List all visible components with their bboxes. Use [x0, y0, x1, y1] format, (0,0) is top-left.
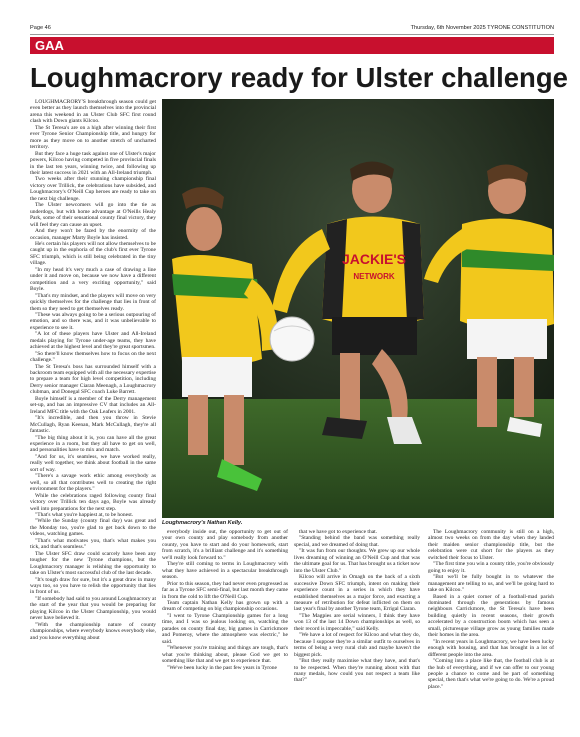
paragraph: But they face a huge task against one of Ulster's major powers, Kilcoo having competed in five provincial finals in the last ten years, winning twice, and following up their latest success in 2021 with an All-Ireland triumph. [30, 150, 156, 176]
paragraph: "It's incredible, and then you throw in Stevie McCullagh, Ryan Keenan, Mark McCullagh, they're all fantastic. [30, 415, 156, 435]
paragraph: Team captain Nathan Kelly has grown up with a dream of competing on big championship occasions. [162, 599, 288, 613]
paragraph: "That's my mindset, and the players will move on very quickly themselves for the challenge that lies in front of them so they need to get themselves ready. [30, 292, 156, 312]
gaa-match-illustration [162, 99, 554, 518]
paragraph: "And for us, it's seamless, we have worked really, really well together, we think about football in the same sort of way. [30, 453, 156, 473]
page-number: Page 46 [30, 25, 51, 31]
paragraph: "While the Sunday (county final day) was great and the Monday too, you're glad to get back down to the videos, watching games. [30, 518, 156, 538]
paragraph: "But we'll be fully bought in to whatever the management are telling to us, and we'll be going hard to take on Kilcoo." [428, 574, 554, 594]
paragraph: The Ulster SFC draw could scarcely have been any tougher for the new Tyrone champions, but the Loughmacrory manager is relishing the opportunity to take on Ulster's most successful club of the last decade. [30, 550, 156, 577]
paragraph: "But they really maximise what they have, and that's to be respected. When they're running about with that many medals, how could you not respect a team like that?" [294, 658, 420, 684]
photo-caption: Loughmacrory's Nathan Kelly. [162, 520, 243, 526]
paragraph: They're still coming to terms in Loughmacrory with what they have achieved in a spectacular breakthrough season. [162, 561, 288, 581]
football-icon [270, 317, 314, 361]
paragraph: The Ulster newcomers will go into the tie as underdogs, but with home advantage at O'Neills Healy Park, some of their sensational county final victory, they will feel they can cause an upset. [30, 202, 156, 228]
section-bar [30, 37, 554, 54]
paragraph: The Loughmacrory community is still on a high, almost two weeks on from the day when they landed their maiden senior championship title, but the celebration were cut short for the players as they switched their focus to Ulster. [428, 529, 554, 561]
paragraph: LOUGHMACRORY'S breakthrough season could get even better as they launch themselves into the provincial arena this weekend in an Ulster Club SFC first round clash with Down giants Kilcoo. [30, 99, 156, 125]
paragraph: "If somebody had said to you around Loughmacrory at the start of the year that you would be preparing for playing Kilcoo in the Ulster Championship, you would never have believed it. [30, 595, 156, 622]
paragraph: "These was always going to be a serious outpouring of emotion, and so there was, and it was unbelievable to experience to see it. [30, 311, 156, 331]
paragraph: "With the championship nature of county championships, where everybody knows everybody else, and you know everything about [30, 621, 156, 641]
paragraph: "The first time you win a county title, you're obviously going to enjoy it. [428, 561, 554, 574]
paragraph: Based in a quiet corner of a football-mad parish dominated through the generations by famous neighbours Carrickmore, the St Teresa's have been building quietly in recent seasons, their growth accelerated by a construction boom which has seen a small, picturesque village grow as young families made their homes in the area. [428, 593, 554, 639]
paragraph: While the celebrations raged following county final victory over Trillick ten days ago, Boyle was already well into preparations for the next step. [30, 492, 156, 512]
paragraph: "We have a lot of respect for Kilcoo and what they do, because I suppose they're a similar outfit to ourselves in terms of being a very rural club and maybe haven't the biggest pick. [294, 632, 420, 658]
paragraph: Prior to this season, they had never even progressed as far as a Tyrone SFC semi-final, but last month they came in from the cold to lift the O'Neill Cup. [162, 580, 288, 600]
article-column-3 [294, 529, 420, 684]
paragraph: "It's tough draw for sure, but it's a great draw in many ways too, so you have to relish the opportunity that lies in front of us. [30, 576, 156, 596]
paragraph: "It was fun from our thoughts. We grew up our whole lives dreaming of winning an O'Neill Cup and that was the ultimate goal for us. That has brought us a ticket now into the Ulster Club." [294, 548, 420, 574]
paragraph: "I went to Tyrone Championship games for a long time, and I was so jealous looking on, watching the parades on county final day, big games in Carrickmore and Pomeroy, where the atmosphere was electric," he said. [162, 612, 288, 645]
paragraph: "In recent years in Loughmacrory, we have been lucky enough with housing, and that has brought in a lot of different people into the area. [428, 638, 554, 658]
paragraph: "In my head it's very much a case of drawing a line under it and move on, because we now have a different competition and a very exciting opportunity," said Boyle. [30, 266, 156, 293]
paragraph: "Standing behind the band was something really special, and we dreamed of doing that. [294, 535, 420, 548]
paragraph: "So there'll know themselves how to focus on the next challenge." [30, 350, 156, 364]
article-photo [162, 99, 554, 518]
paragraph: "That's what you're happiest at, to be honest. [35, 512, 134, 518]
page-header [30, 24, 554, 34]
paragraph: "The big thing about it is, you can have all the great experience in a room, but they all have to get on well, and personalities have to mix and match. [30, 434, 156, 454]
paragraph: "A lot of these players have Ulster and All-Ireland medals playing for Tyrone under-age teams, they have achieved at the highest level and they're great sportsmen. [30, 331, 156, 351]
article-column-2 [162, 529, 288, 671]
shirt-sponsor-text: JACKIE'S [341, 251, 407, 267]
paragraph: "The Magpies are serial winners, I think they have won 13 of the last 14 Down championships as well, so their record is impeccable," said Kelly. [294, 612, 420, 632]
paragraph: He's certain his players will not allow themselves to be caught up in the euphoria of the club's first ever Tyrone SFC triumph, which is still being celebrated in the tiny village. [30, 240, 156, 267]
paragraph: Kilcoo will arrive in Omagh on the back of a sixth successive Down SFC triumph, intent on making their experience count in a series in which they have established themselves as a major force, and exacting a measure of retribution for defeat inflicted on them on last year's final by another Tyrone team, Errigal Ciaran. [294, 574, 420, 613]
paragraph: Two weeks after their stunning championship final victory over Trillick, the celebrations have subsided, and Loughmacrory's O'Neill Cup heroes are ready to take on the next big challenge. [30, 176, 156, 202]
paragraph: And they won't be fazed by the enormity of the occasion, manager Marty Boyle has insisted. [30, 228, 156, 241]
paragraph: The St Teresa's boss has surrounded himself with a backroom team equipped with all the necessary expertise to prepare a team for high level competition, including Derry senior manager Ciaran Meenagh, a Loughmacrory clubman, and Donegal SFC coach Luke Barrett. [30, 363, 156, 396]
paragraph: "There's a savage work ethic among everybody as well, so all that contributes well to creating the right environment for the players." [30, 473, 156, 493]
headline: Loughmacrory ready for Ulster challenge [30, 62, 568, 93]
section-label: GAA [35, 38, 64, 53]
paragraph: "Whenever you're training and things are tough, that's what you're thinking about, please God we get to something like that and we get to experience that. [162, 645, 288, 665]
svg-text:NETWORK: NETWORK [353, 272, 395, 281]
paragraph: that we have got to experience that. [299, 529, 378, 535]
paragraph: The St Teresa's are on a high after winning their first ever Tyrone Senior Championship title, and hungry for more as they move on to another stretch of uncharted territory. [30, 124, 156, 151]
article-column-4 [428, 529, 554, 690]
paragraph: "That's what motivates you, that's what makes you tick, and that's seamless." [30, 537, 156, 551]
paragraph: everybody inside out, the opportunity to get out of your own county and play somebody from another county, you have to start and do your homework, start from scratch, it's a brilliant challenge and it's something we'll really look forward to." [162, 529, 288, 561]
paragraph: Boyle himself is a member of the Derry management set-up, and has an impressive CV that includes an All-Ireland MFC title with the Oak Leafers in 2001. [30, 395, 156, 415]
issue-line: Thursday, 6th November 2025 TYRONE CONSTITUTION [410, 25, 554, 31]
article-column-1 [30, 99, 156, 641]
paragraph: "We've been lucky in the past few years in Tyrone [167, 664, 277, 671]
paragraph: "Coming into a place like that, the football club is at the hub of everything, and if we can offer to our young people a chance to come and be part of something special, then that's what we're going to do. We're a proud place." [428, 658, 554, 690]
header-rule [30, 34, 554, 35]
